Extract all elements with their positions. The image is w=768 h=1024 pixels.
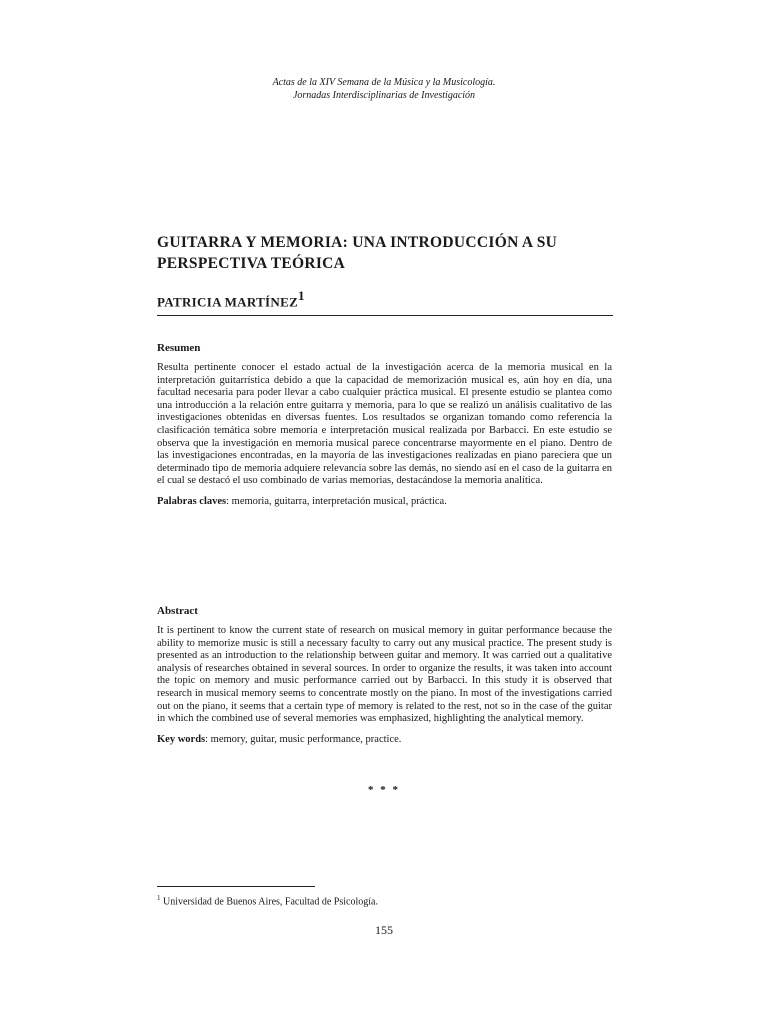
- header-line-1: Actas de la XIV Semana de la Música y la Musicología.: [272, 77, 496, 88]
- running-header: [0, 76, 768, 102]
- abstract-keywords-label: Key words: [157, 733, 206, 745]
- resumen-text: Resulta pertinente conocer el estado actual de la investigación acerca de la memoria musical en la interpretación guitarrística debido a que la capacidad de memorización musical es, aún hoy en día, una facultad necesaria para poder llevar a cabo cualquier práctica musical. El presente estudio se plantea como una introducción a la relación entre guitarra y memoria, para lo que se realizó un análisis cualitativo de las investigaciones obtenidas en diversas fuentes. Los resultados se organizan tomando como referencia la clasificación temática sobre memoria e interpretación musical realizada por Barbacci. En este estudio se observa que la investigación en memoria musical parece concentrarse mayormente en el piano. Dentro de las investigaciones encontradas, en la mayoría de las investigaciones realizadas en piano pareciera que un determinado tipo de memoria adquiere relevancia sobre las demás, no siendo así en el caso de la guitarra en el cual se destacó el uso combinado de varias memorias, destacándose la memoria analítica.: [157, 362, 612, 487]
- author-block: [157, 288, 613, 316]
- footnote: [157, 892, 378, 908]
- abstract-keywords: [157, 733, 612, 746]
- resumen-section: [157, 342, 612, 508]
- footnote-text: Universidad de Buenos Aires, Facultad de Psicología.: [160, 896, 378, 908]
- page-number: 155: [375, 923, 393, 937]
- author-footnote-mark: 1: [298, 288, 305, 303]
- footnote-mark: 1: [157, 894, 161, 902]
- abstract-section: [157, 605, 612, 746]
- resumen-keywords-label: Palabras claves: [157, 495, 227, 507]
- abstract-text: It is pertinent to know the current state of research on musical memory in guitar performance because the ability to memorize music is still a necessary faculty to carry out any musical practice. The present study is presented as an introduction to the relationship between guitar and memory. It was carried out a qualitative analysis of researches obtained in several sources. In order to organize the results, it was taken into account the topic on memory and music performance carried out by Barbacci. In this study it is observed that research in musical memory seems to concentrate mostly on the piano. In most of the investigations carried out on the piano, it seems that a certain type of memory is related to the rest, not so in the case of the guitar in which the combined use of several memories was emphasized, highlighting the analytical memory.: [157, 625, 612, 725]
- author-name: PATRICIA MARTÍNEZ: [157, 294, 299, 310]
- footnote-rule: [157, 886, 315, 887]
- resumen-keywords-list: : memoria, guitarra, interpretación musical, práctica.: [226, 495, 447, 507]
- abstract-heading: Abstract: [157, 605, 198, 617]
- abstract-keywords-list: : memory, guitar, music performance, practice.: [205, 733, 402, 745]
- header-line-2: Jornadas Interdisciplinarias de Investigación: [292, 90, 476, 101]
- resumen-heading: Resumen: [157, 342, 201, 354]
- paper-title: GUITARRA Y MEMORIA: UNA INTRODUCCIÓN A SU PERSPECTIVA TEÓRICA: [157, 234, 558, 272]
- resumen-keywords: [157, 495, 612, 508]
- section-separator: * * *: [368, 784, 400, 796]
